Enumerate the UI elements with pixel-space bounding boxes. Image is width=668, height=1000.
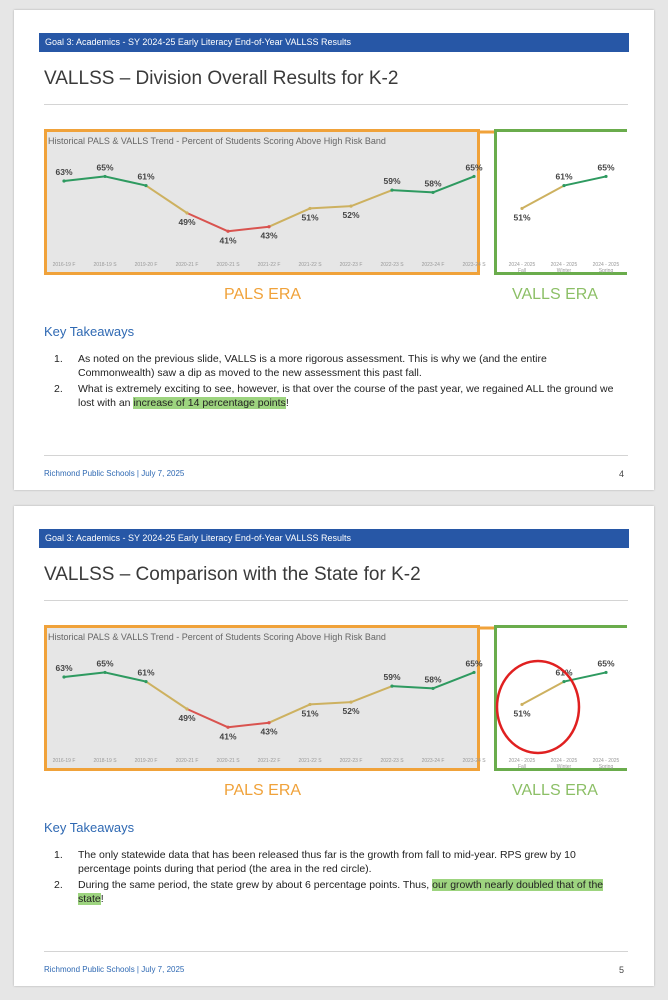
- data-label: 65%: [465, 162, 483, 173]
- x-tick-label: 2024 - 2025: [508, 262, 536, 268]
- data-label: 51%: [301, 212, 319, 223]
- trend-chart-svg: [44, 625, 627, 771]
- data-label: 51%: [513, 708, 531, 719]
- x-tick-label: 2022-23 S: [380, 262, 404, 268]
- pals-data-point: [431, 687, 434, 690]
- x-tick-label: 2018-19 S: [93, 758, 117, 764]
- slide-title: VALLSS – Division Overall Results for K-2: [44, 68, 399, 89]
- slide-4: [14, 10, 654, 490]
- takeaway-number: 2.: [54, 383, 63, 395]
- pals-era-label: PALS ERA: [224, 286, 302, 303]
- data-label: 43%: [260, 230, 278, 241]
- pals-data-point: [185, 707, 188, 710]
- data-label: 51%: [301, 708, 319, 719]
- pals-data-point: [472, 175, 475, 178]
- valls-data-point: [520, 703, 523, 706]
- key-takeaways-heading: Key Takeaways: [44, 324, 135, 339]
- takeaway-suffix: !: [100, 893, 104, 905]
- pals-data-point: [144, 680, 147, 683]
- takeaway-number: 2.: [54, 879, 63, 891]
- x-tick-label: Winter: [556, 764, 572, 770]
- footer-divider: [44, 951, 628, 952]
- valls-data-point: [562, 680, 565, 683]
- chart-title: Historical PALS & VALLS Trend - Percent of Students Scoring Above High Risk Band: [48, 136, 386, 146]
- pals-data-point: [308, 703, 311, 706]
- data-label: 65%: [597, 162, 615, 173]
- x-tick-label: Spring: [598, 764, 614, 770]
- valls-era-label: VALLS ERA: [512, 286, 598, 303]
- x-tick-label: 2020-21 S: [216, 262, 240, 268]
- goal-banner: Goal 3: Academics - SY 2024-25 Early Literacy End-of-Year VALLSS Results: [39, 33, 629, 52]
- takeaway-item: [54, 382, 624, 410]
- slide-title: VALLSS – Comparison with the State for K-2: [44, 564, 421, 585]
- pals-data-point: [103, 671, 106, 674]
- data-label: 59%: [383, 672, 401, 683]
- pals-data-point: [267, 225, 270, 228]
- x-tick-label: 2020-21 F: [175, 262, 199, 268]
- takeaways-list: [54, 352, 624, 412]
- valls-era-box: [496, 131, 628, 274]
- data-label: 63%: [55, 167, 73, 177]
- data-label: 41%: [219, 235, 237, 246]
- data-label: 49%: [178, 713, 196, 723]
- title-divider: [44, 104, 628, 105]
- data-label: 61%: [137, 171, 155, 182]
- data-label: 59%: [383, 176, 401, 187]
- x-tick-label: 2019-20 F: [134, 758, 158, 764]
- data-label: 43%: [260, 726, 278, 737]
- page-number: 5: [618, 965, 624, 975]
- pals-data-point: [390, 685, 393, 688]
- x-tick-label: 2020-21 F: [175, 758, 199, 764]
- x-tick-label: 2022-23 F: [339, 262, 363, 268]
- data-label: 65%: [96, 658, 114, 669]
- x-tick-label: 2019-20 F: [134, 262, 158, 268]
- trend-chart: [44, 625, 627, 771]
- x-tick-label: 2021-22 F: [257, 262, 281, 268]
- x-tick-label: 2023-24 S: [462, 758, 486, 764]
- data-label: 41%: [219, 731, 237, 742]
- valls-era-label: VALLS ERA: [512, 782, 598, 799]
- valls-data-point: [562, 184, 565, 187]
- x-tick-label: 2024 - 2025: [550, 758, 578, 764]
- data-label: 52%: [342, 706, 360, 717]
- trend-chart: [44, 129, 627, 275]
- x-tick-label: 2016-19 F: [52, 758, 76, 764]
- pals-data-point: [226, 726, 229, 729]
- valls-data-point: [604, 671, 607, 674]
- pals-data-point: [472, 671, 475, 674]
- pals-data-point: [185, 211, 188, 214]
- data-label: 61%: [555, 171, 573, 182]
- takeaway-highlight: increase of 14 percentage points: [133, 397, 286, 409]
- pals-data-point: [226, 230, 229, 233]
- takeaways-list: [54, 848, 624, 908]
- x-tick-label: 2023-24 S: [462, 262, 486, 268]
- x-tick-label: 2021-22 S: [298, 262, 322, 268]
- pals-data-point: [267, 721, 270, 724]
- key-takeaways-heading: Key Takeaways: [44, 820, 135, 835]
- data-label: 63%: [55, 663, 73, 673]
- pals-era-box: [46, 131, 479, 274]
- data-label: 49%: [178, 217, 196, 227]
- x-tick-label: 2018-19 S: [93, 262, 117, 268]
- valls-data-point: [604, 175, 607, 178]
- pals-data-point: [349, 701, 352, 704]
- takeaway-text: During the same period, the state grew by about 6 percentage points. Thus,: [78, 879, 433, 891]
- pals-data-point: [390, 189, 393, 192]
- data-label: 58%: [424, 674, 442, 685]
- pals-data-point: [431, 191, 434, 194]
- footer-text: Richmond Public Schools | July 7, 2025: [44, 965, 185, 974]
- x-tick-label: 2022-23 S: [380, 758, 404, 764]
- trend-chart-svg: [44, 129, 627, 275]
- data-label: 51%: [513, 212, 531, 223]
- x-tick-label: 2024 - 2025: [592, 262, 620, 268]
- slide-5: [14, 506, 654, 986]
- data-label: 58%: [424, 178, 442, 189]
- data-label: 61%: [137, 667, 155, 678]
- takeaway-item: [54, 352, 624, 380]
- x-tick-label: 2020-21 S: [216, 758, 240, 764]
- data-label: 65%: [597, 658, 615, 669]
- x-tick-label: Spring: [598, 268, 614, 274]
- x-tick-label: 2024 - 2025: [508, 758, 536, 764]
- chart-title: Historical PALS & VALLS Trend - Percent of Students Scoring Above High Risk Band: [48, 632, 386, 642]
- x-tick-label: 2023-24 F: [421, 262, 445, 268]
- x-tick-label: 2016-19 F: [52, 262, 76, 268]
- pals-era-box: [46, 627, 479, 770]
- takeaway-text: What is extremely exciting to see, however, is that over the course of the past year, we regained ALL the ground we lost with an: [78, 383, 614, 409]
- takeaway-text: The only statewide data that has been released thus far is the growth from fall to mid-year. RPS grew by 10 percentage points during that period (the area in the red circle).: [78, 849, 576, 875]
- page-number: 4: [618, 469, 624, 479]
- x-tick-label: Winter: [556, 268, 572, 274]
- x-tick-label: 2021-22 F: [257, 758, 281, 764]
- pals-era-label: PALS ERA: [224, 782, 302, 799]
- takeaway-item: [54, 878, 624, 906]
- data-label: 65%: [465, 658, 483, 669]
- takeaway-highlight: our growth nearly doubled that of the state: [78, 879, 604, 905]
- data-label: 61%: [555, 667, 573, 678]
- takeaway-number: 1.: [54, 353, 63, 365]
- pals-data-point: [308, 207, 311, 210]
- x-tick-label: 2024 - 2025: [550, 262, 578, 268]
- x-tick-label: 2022-23 F: [339, 758, 363, 764]
- takeaway-suffix: !: [285, 397, 289, 409]
- pals-data-point: [349, 205, 352, 208]
- pals-data-point: [144, 184, 147, 187]
- pals-data-point: [62, 675, 65, 678]
- data-label: 52%: [342, 210, 360, 221]
- valls-era-box: [496, 627, 628, 770]
- goal-banner: Goal 3: Academics - SY 2024-25 Early Literacy End-of-Year VALLSS Results: [39, 529, 629, 548]
- takeaway-text: As noted on the previous slide, VALLS is a more rigorous assessment. This is why we (and the entire Commonwealth) saw a dip as moved to the new assessment this past fall.: [78, 353, 547, 379]
- valls-data-point: [520, 207, 523, 210]
- takeaway-number: 1.: [54, 849, 63, 861]
- footer-text: Richmond Public Schools | July 7, 2025: [44, 469, 185, 478]
- x-tick-label: 2024 - 2025: [592, 758, 620, 764]
- x-tick-label: Fall: [517, 764, 527, 770]
- pals-data-point: [62, 179, 65, 182]
- takeaway-item: [54, 848, 624, 876]
- footer-divider: [44, 455, 628, 456]
- x-tick-label: 2023-24 F: [421, 758, 445, 764]
- title-divider: [44, 600, 628, 601]
- x-tick-label: 2021-22 S: [298, 758, 322, 764]
- pals-data-point: [103, 175, 106, 178]
- x-tick-label: Fall: [517, 268, 527, 274]
- data-label: 65%: [96, 162, 114, 173]
